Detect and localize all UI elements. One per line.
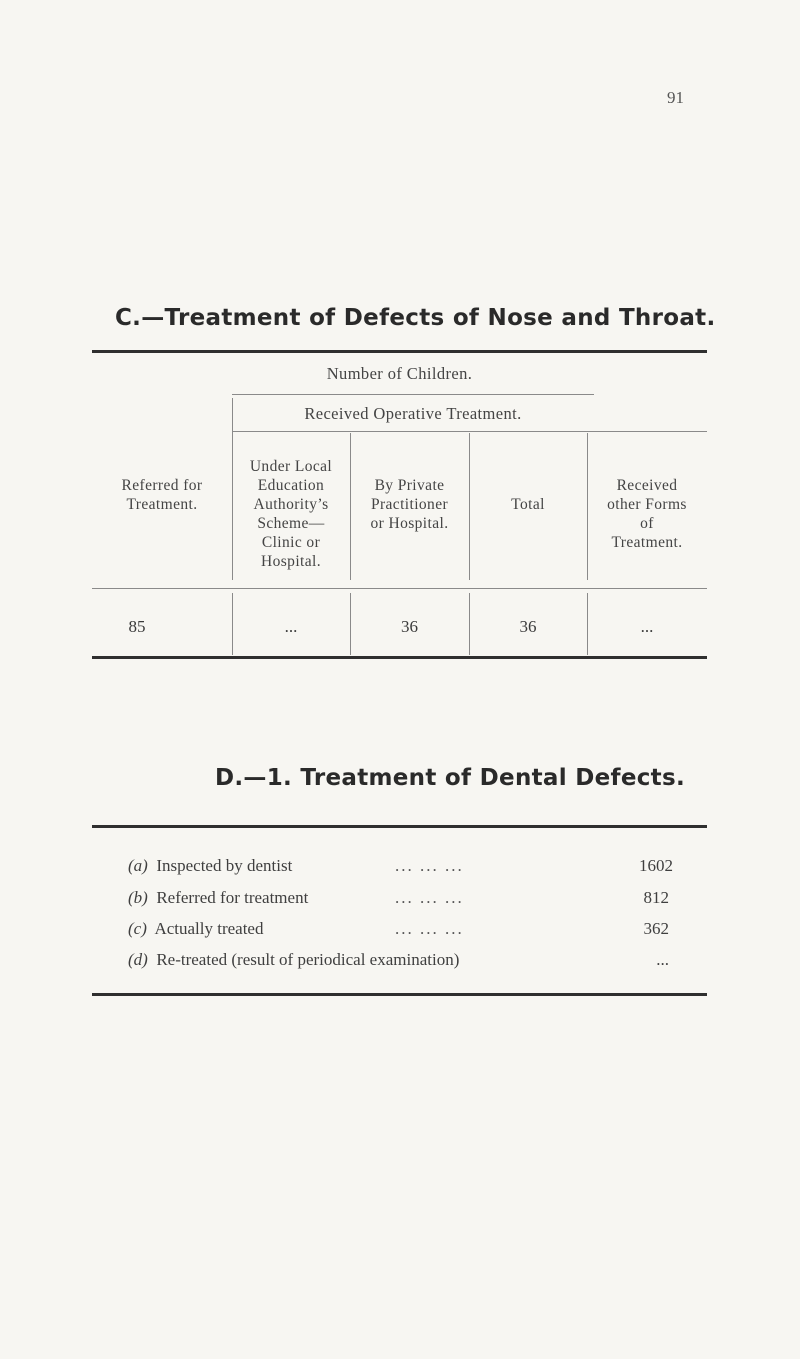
list-item — [128, 950, 459, 970]
list-item — [128, 919, 263, 939]
list-item-value: 362 — [643, 919, 669, 938]
list-item-letter: (d) — [128, 950, 148, 969]
col-private-line-1: By Private — [374, 477, 445, 494]
header-received-operative: Received Operative Treatment. — [304, 404, 522, 423]
col-local-line-5: Clinic or — [261, 534, 321, 551]
page-number: 91 — [667, 88, 684, 107]
value-private: 36 — [401, 617, 418, 636]
list-item-label: Actually treated — [154, 919, 264, 938]
col-private-line-3: or Hospital. — [370, 515, 449, 532]
col-local-line-1: Under Local — [249, 458, 333, 475]
value-total: 36 — [519, 617, 537, 636]
header-number-of-children: Number of Children. — [326, 364, 473, 383]
col-other-line-2: other Forms — [607, 496, 687, 513]
col-total-line-1: Total — [511, 496, 545, 513]
col-other-line-4: Treatment. — [611, 534, 683, 551]
list-item-leader: ... ... ... — [395, 888, 464, 907]
col-referred-line-1: Referred for — [121, 477, 203, 494]
col-local-authority-header — [232, 457, 350, 571]
list-item-value: 812 — [643, 888, 669, 907]
section-c-title: C.—Treatment of Defects of Nose and Throat. — [115, 305, 716, 331]
section-d-title: D.—1. Treatment of Dental Defects. — [215, 765, 685, 791]
list-item-letter: (c) — [128, 919, 147, 938]
list-item-leader: ... ... ... — [395, 919, 464, 938]
value-referred: 85 — [128, 617, 146, 636]
col-total-header — [469, 495, 587, 514]
table-bottom-rule — [92, 656, 707, 659]
value-other: ... — [640, 617, 654, 636]
col-other-line-3: of — [640, 515, 654, 532]
list-item-value: ... — [656, 950, 669, 969]
col-referred-line-2: Treatment. — [126, 496, 198, 513]
col-local-line-4: Scheme— — [257, 515, 325, 532]
list-item-letter: (b) — [128, 888, 148, 907]
header-bottom-rule — [92, 588, 707, 589]
list-item-label: Referred for treatment — [156, 888, 309, 907]
header-rule-1 — [232, 394, 594, 395]
col-private-line-2: Practitioner — [370, 496, 449, 513]
col-private-header — [350, 476, 469, 533]
list-item — [128, 856, 292, 876]
list-bottom-rule — [92, 993, 707, 996]
col-referred-header — [92, 476, 232, 514]
list-item-label: Re-treated (result of periodical examination) — [156, 950, 460, 969]
col-other-line-1: Received — [616, 477, 678, 494]
list-top-rule — [92, 825, 707, 828]
col-local-line-3: Authority’s — [253, 496, 329, 513]
header-rule-2 — [232, 431, 707, 432]
col-local-line-2: Education — [257, 477, 325, 494]
list-item — [128, 888, 308, 908]
list-item-leader: ... ... ... — [395, 856, 464, 875]
list-item-value: 1602 — [639, 856, 673, 875]
col-other-header — [587, 476, 707, 552]
col-local-line-6: Hospital. — [261, 553, 321, 570]
list-item-letter: (a) — [128, 856, 148, 875]
table-top-rule — [92, 350, 707, 353]
value-local-authority: ... — [284, 617, 298, 636]
list-item-label: Inspected by dentist — [156, 856, 293, 875]
